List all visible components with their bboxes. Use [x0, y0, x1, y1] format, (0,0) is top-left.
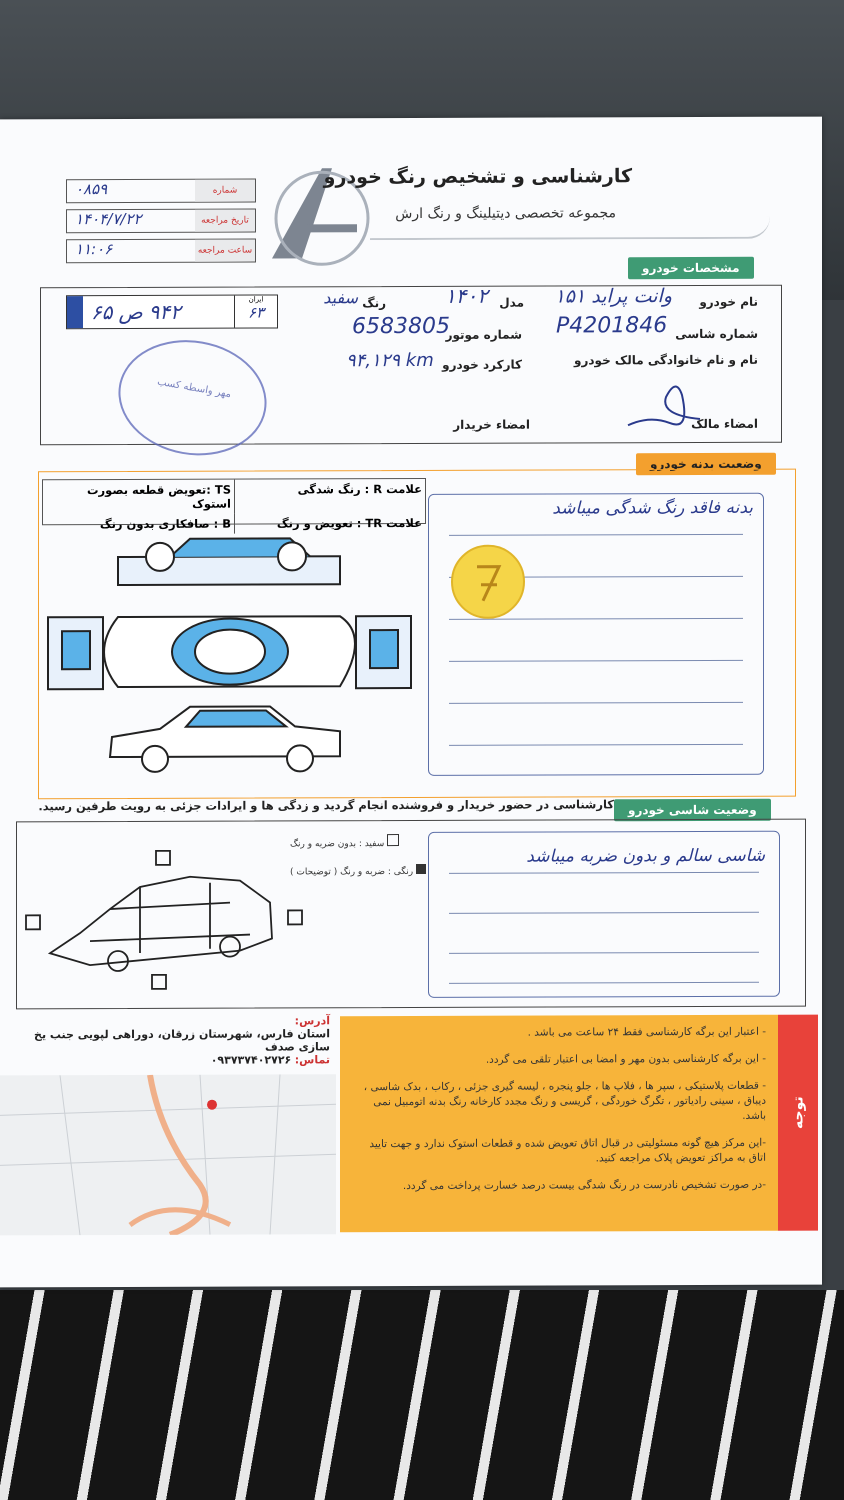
body-notes-box	[428, 493, 764, 776]
page-subtitle: مجموعه تخصصی دیتیلینگ و رنگ ارش	[395, 205, 616, 223]
value-engine: 6583805	[352, 313, 450, 340]
note-line	[449, 982, 759, 984]
label-buyer-signature: امضاء خریدار	[453, 417, 530, 432]
background-fabric	[0, 1290, 844, 1500]
broker-stamp: مهر واسطه کسب	[109, 329, 276, 467]
location-map	[0, 1074, 336, 1235]
label-engine: شماره موتور	[445, 327, 522, 342]
label-mileage: کارکرد خودرو	[442, 357, 522, 372]
note-line	[449, 534, 743, 536]
section-tag-body-condition: وضعیت بدنه خودرو	[636, 453, 776, 475]
notice-side-bar	[778, 1015, 818, 1231]
notice-item: -این مرکز هیچ گونه مسئولیتی در قبال اتاق تعویض شده و قطعات استوک ندارد و جهت تایید اتاق به مراکز تعویض پلاک مراجعه کنید.	[369, 1136, 766, 1165]
address-text: استان فارس، شهرستان زرقان، دوراهی لپویی جنب یخ سازی صدف	[34, 1027, 330, 1054]
note-line	[449, 702, 743, 704]
notice-box	[340, 1015, 778, 1233]
notice-item: - این برگه کارشناسی بدون مهر و امضا بی اعتبار تلقی می گردد.	[485, 1052, 766, 1066]
notice-item: - قطعات پلاستیکی ، سپر ها ، فلاپ ها ، جلو پنجره ، لیسه گیری جزئی ، رکاب ، بدک شاسی ، دیباق ، سینی رادیاتور ، تگرگ خوردگی ، گریسی و رنگ مجدد کارخانه رنگ بدنه اتومبیل نمی باشد.	[363, 1079, 766, 1122]
chassis-diagram	[20, 842, 310, 1003]
address-block: آدرس: استان فارس، شهرستان زرقان، دوراهی لپویی جنب یخ سازی صدف تماس: ۰۹۳۷۳۷۴۰۲۷۲۶	[0, 1014, 336, 1067]
value-model: ۱۴۰۲	[445, 283, 488, 308]
value-chassis: P4201846	[556, 313, 668, 339]
plate-flag-strip	[67, 296, 83, 328]
license-plate: ۶۵ ص ۹۴۲ ایران ۶۳	[66, 294, 278, 329]
field-time: ۱۱:۰۶ ساعت مراجعه	[66, 239, 256, 264]
legend-white: سفید : بدون ضربه و رنگ	[290, 834, 399, 849]
notice-item: - اعتبار این برگه کارشناسی فقط ۲۴ ساعت می باشد .	[527, 1025, 766, 1039]
label-vehicle-name: نام خودرو	[699, 294, 758, 309]
notice-item: -در صورت تشخیص نادرست در رنگ شدگی بیست درصد خسارت پرداخت می گردد.	[402, 1178, 766, 1193]
value-mileage: ۹۴,۱۲۹ km	[346, 349, 434, 372]
car-body-diagram	[40, 526, 420, 787]
label-model: مدل	[499, 295, 524, 310]
disclaimer-text: کارشناسی در حضور خریدار و فروشنده انجام گردید و زدگی ها و ایرادات جزئی به رویت طرفین رسید.	[38, 797, 614, 814]
chassis-notes-box	[428, 831, 780, 998]
legend-colored: رنگی : ضربه و رنگ ( توضیحات )	[290, 864, 426, 877]
page-title: کارشناسی و تشخیص رنگ خودرو	[323, 165, 632, 189]
value-vehicle-name: وانت پراید ۱۵۱	[554, 285, 672, 308]
header-fields	[66, 179, 256, 264]
field-date: ۱۴۰۴/۷/۲۲ تاریخ مراجعه	[66, 209, 256, 234]
note-line	[449, 660, 743, 662]
notice-title: توجه	[790, 1096, 807, 1129]
label-owner-signature: امضاء مالک	[691, 416, 758, 432]
body-legend: علامت R : رنگ شدگی TS :تعویض قطعه بصورت استوک علامت TR : تعویض و رنگ B : صافکاری بدون رنگ	[42, 478, 426, 525]
note-line	[449, 952, 759, 954]
note-line	[449, 744, 743, 746]
field-number: ۰۸۵۹ شماره	[66, 179, 256, 204]
note-line	[449, 912, 759, 914]
chassis-notes-text: شاسی سالم و بدون ضربه میباشد	[526, 845, 765, 867]
label-chassis: شماره شاسی	[675, 326, 758, 342]
note-line	[449, 872, 759, 874]
label-owner: نام و نام خانوادگی مالک خودرو	[574, 352, 758, 368]
value-color: سفید	[323, 288, 358, 308]
label-color: رنگ	[362, 296, 386, 311]
hologram-seal	[451, 545, 525, 619]
section-tag-vehicle-specs: مشخصات خودرو	[628, 257, 754, 279]
body-notes-text: بدنه فاقد رنگ شدگی میباشد	[552, 497, 753, 519]
inspection-sheet	[0, 117, 822, 1288]
phone-number: ۰۹۳۷۳۷۴۰۲۷۲۶	[210, 1053, 292, 1067]
owner-signature	[620, 375, 710, 435]
section-tag-chassis-condition: وضعیت شاسی خودرو	[614, 799, 771, 822]
header-car-silhouette	[370, 217, 770, 240]
